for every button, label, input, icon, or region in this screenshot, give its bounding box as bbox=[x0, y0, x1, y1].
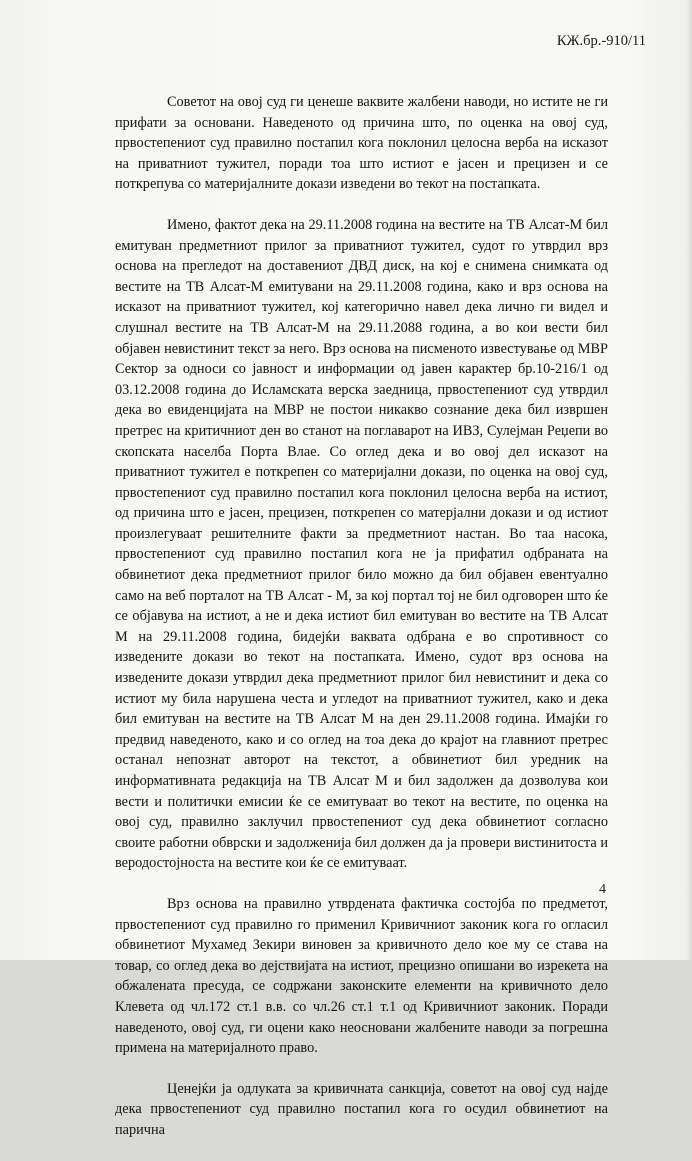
paragraph-1: Советот на овој суд ги ценеше ваквите жалбени наводи, но истите не ги прифати за основани. Наведеното од причина што, по оценка на овој суд, првостепениот суд правилно постапил кога поклонил целосна верба на исказот на приватниот тужител, поради тоа што истиот е јасен и прецизен и се поткрепува со материјалните докази изведени во текот на постапката. bbox=[115, 94, 608, 193]
case-number: КЖ.бр.-910/11 bbox=[556, 33, 646, 49]
paragraph-4: Ценејќи ја одлуката за кривичната санкција, советот на овој суд најде дека првостепениот суд правилно постапил кога го осудил обвинетиот на парична bbox=[115, 1080, 608, 1138]
page-number: 4 bbox=[599, 882, 606, 897]
document-body bbox=[115, 92, 608, 1161]
paragraph-2: Имено, фактот дека на 29.11.2008 година на вестите на ТВ Алсат-М бил емитуван предметниот прилог за приватниот тужител, судот го утврдил врз основа на прегледот на доставениот ДВД диск, на кој е снимена снимката од вестите на ТВ Алсат-М емитувани на 29.11.2008 година, како и врз основа на исказот на приватниот тужител, кој категорично навел дека лично ги видел и слушнал вестите на ТВ Алсат-М на 29.11.2088 година, а во кои вести бил објавен невистинит текст за него. Врз основа на писменото известување од МВР Сектор за односи со јавност и информации од јавен карактер бр.10-216/1 од 03.12.2008 година до Исламската верска заедница, првостепениот суд утврдил дека во евиденцијата на МВР не постои никакво сознание дека бил извршен претрес на критичниот ден во станот на поглаварот на ИВЗ, Сулејман Реџепи во скопската населба Порта Влае. Со оглед дека и во овој дел исказот на приватниот тужител е поткрепен со материјални докази, по оценка на овој суд, првостепениот суд правилно постапил кога поклонил целосна верба на истиот, од причина што е јасен, прецизен, поткрепен со матерјални докази и од истиот произлегуваат решителните факти за предметниот настан. Во таа насока, првостепениот суд правилно постапил кога не ја прифатил одбраната на обвинетиот дека предметниот прилог било можно да бил објавен евентуално само на веб порталот на ТВ Алсат - М, за кој портал тој не бил одговорен што ќе се објавува на истиот, а не и дека истиот бил емитуван во вестите на ТВ Алсат М на 29.11.2008 година, бидејќи ваквата одбрана е во спротивност со изведените докази во текот на постапката. Имено, судот врз основа на изведените докази утврдил дека предметниот прилог бил невистинит и дека со истиот му била нарушена честа и угледот на приватниот тужител, како и дека бил емитуван на вестите на ТВ Алсат М на ден 29.11.2008 година. Имајќи го предвид наведеното, како и со оглед на тоа дека до крајот на главниот претрес останал непознат авторот на текстот, а обвинетиот бил уредник на информативната редакција на ТВ Алсат М и бил задолжен да дозволува кои вести и политички емисии ќе се емитуваат во текот на вестите, по оценка на овој суд, правилно заклучил првостепениот суд дека обвинетиот согласно своите работни обврски и задолженија бил должен да ја провери вистинитоста и веродостојноста на вестите кои ќе се емитуваат. bbox=[115, 216, 608, 872]
paragraph-3: Врз основа на правилно утврдената фактичка состојба по предметот, првостепениот суд правилно го применил Кривичниот законик кога го огласил обвинетиот Мухамед Зекири виновен за кривичното дело кое му се става на товар, со оглед дека во дејствијата на истиот, прецизно опишани во изрекета на обжалената пресуда, се содржани законските елементи на кривичното дело Клевета од чл.172 ст.1 в.в. со чл.26 ст.1 т.1 од Кривичниот законик. Поради наведеното, овој суд, ги оцени како неосновани жалбените наводи за погрешна примена на материјалното право. bbox=[115, 895, 608, 1057]
page-edge-shadow bbox=[686, 0, 692, 960]
